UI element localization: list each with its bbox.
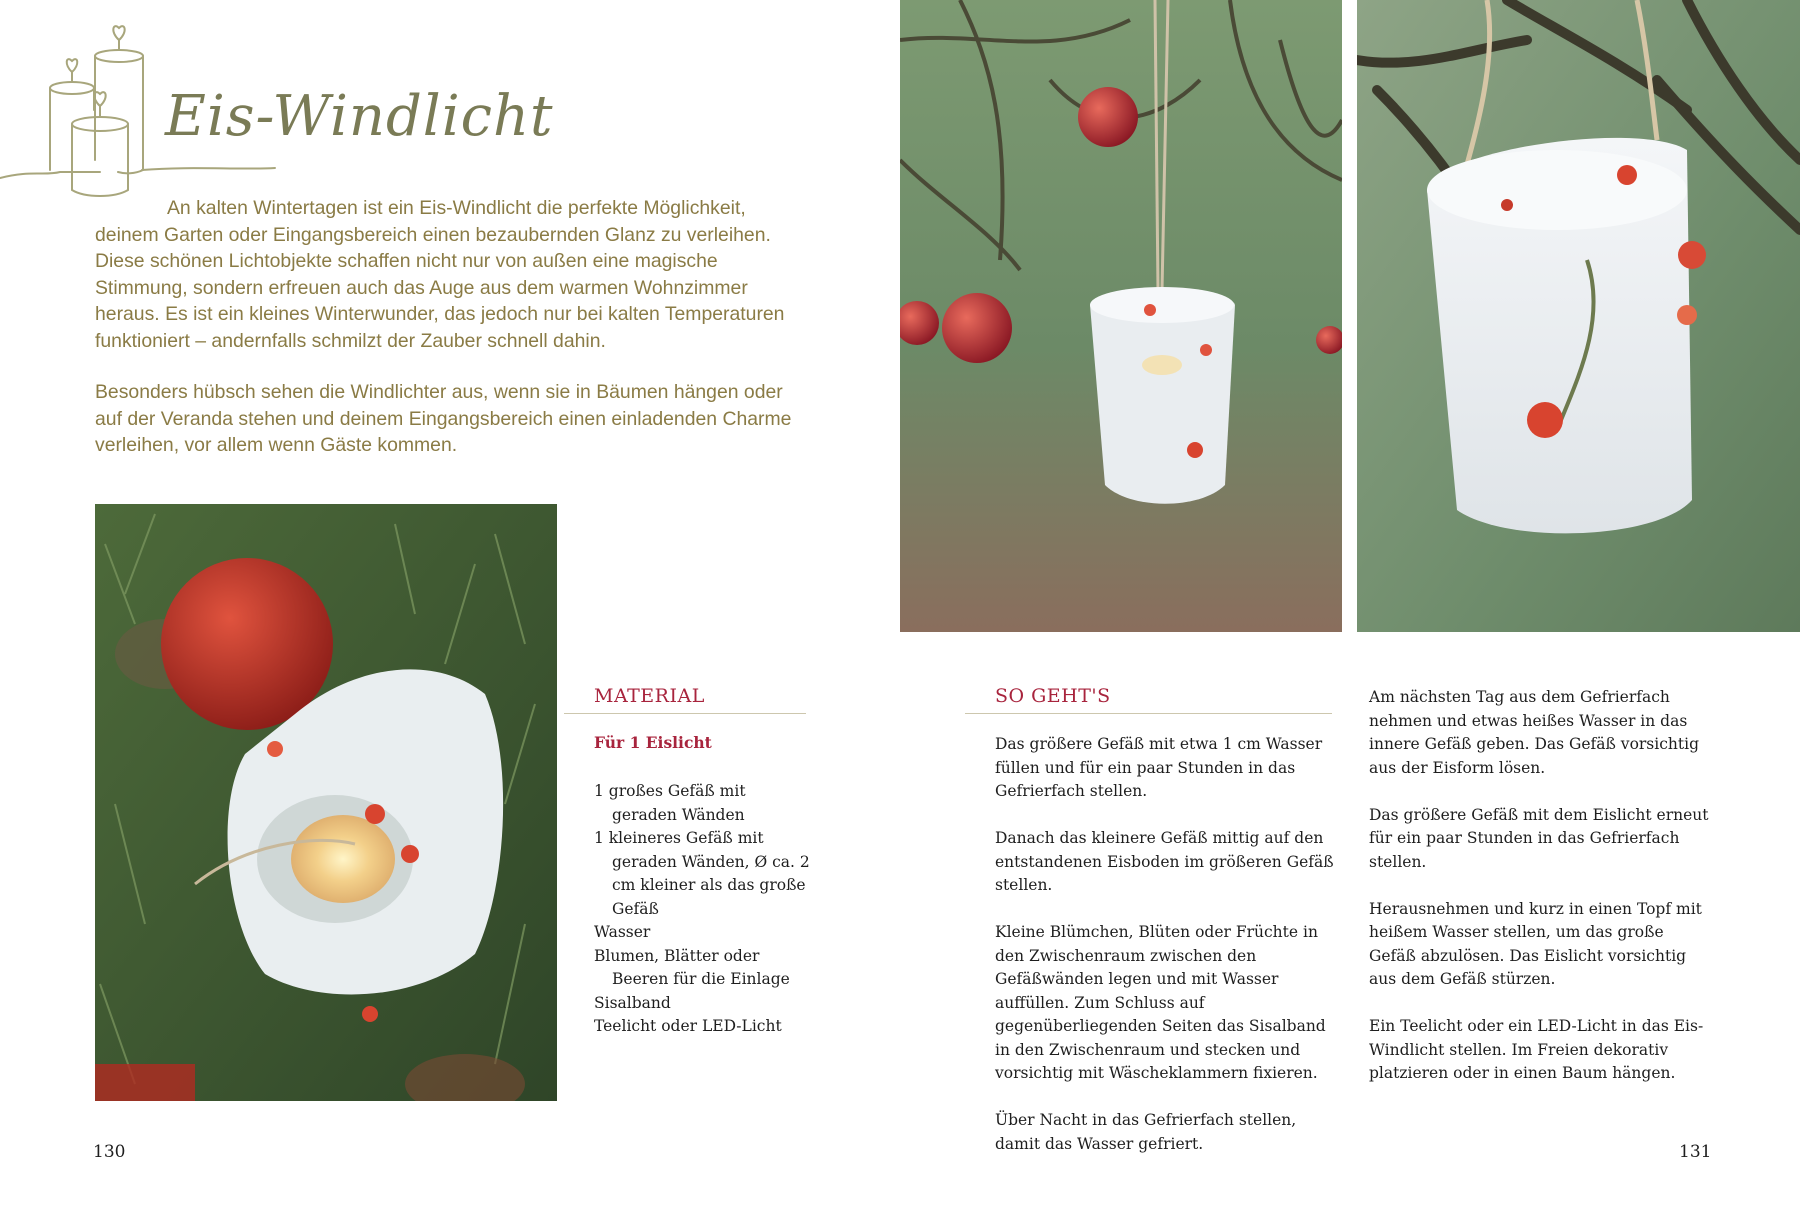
material-heading: MATERIAL [594,685,705,707]
step-paragraph: Danach das kleinere Gefäß mittig auf den entstandenen Eisboden im größeren Gefäß stellen. [995,829,1334,894]
material-item: Sisalband [594,993,671,1012]
step-paragraph: Über Nacht in das Gefrierfach stellen, damit das Wasser gefriert. [995,1111,1297,1153]
step-paragraph: Ein Teelicht oder ein LED-Licht in das Eis-Windlicht stellen. Im Freien dekorativ platzieren oder in einen Baum hängen. [1369,1017,1704,1082]
steps-divider [965,713,1332,714]
material-item: Teelicht oder LED-Licht [594,1017,782,1035]
step-paragraph: Das größere Gefäß mit dem Eislicht erneut für ein paar Stunden in das Gefrierfach stellen. [1369,805,1709,871]
step-paragraph: Das größere Gefäß mit etwa 1 cm Wasser füllen und für ein paar Stunden in das Gefrierfach stellen. [995,735,1323,800]
material-item: Blumen, Blätter oder Beeren für die Einlage [594,946,790,988]
step-paragraph: Herausnehmen und kurz in einen Topf mit heißem Wasser stellen, um das große Gefäß abzulösen. Das Eislicht vorsichtig aus dem Gefäß stürzen. [1369,899,1702,988]
step-paragraph: Am nächsten Tag aus dem Gefrierfach nehmen und etwas heißes Wasser in das innere Gefäß geben. Das Gefäß vorsichtig aus der Eisform lösen. [1369,688,1699,777]
material-item: Wasser [594,923,651,941]
intro-paragraph: An kalten Wintertagen ist ein Eis-Windlicht die perfekte Möglichkeit, deinem Garten oder Eingangsbereich einen bezaubernden Glanz zu verleihen. Diese schönen Lichtobjekte schaffen nicht nur von außen eine magische Stimmung, sondern erfreuen auch das Auge aus dem warmen Wohnzimmer heraus. Es ist ein kleines Winterwunder, das jedoch nur bei kalten Temperaturen funktioniert – andernfalls schmilzt der Zauber schnell dahin. [95,197,785,352]
page-title: Eis-Windlicht [165,84,554,149]
step-paragraph: Kleine Blümchen, Blüten oder Früchte in den Zwischenraum zwischen den Gefäßwänden legen und mit Wasser auffüllen. Zum Schluss auf gegenüberliegenden Seiten das Sisalband in den Zwischenraum und stecken und vorsichtig mit Wäscheklammern fixieren. [995,923,1326,1082]
page-number-right: 131 [1679,1142,1712,1162]
photo-ice-lantern-closeup [1357,0,1800,632]
steps-column-2 [1369,686,1714,1109]
material-item: 1 kleineres Gefäß mit geraden Wänden, Ø ca. 2 cm kleiner als das große Gefäß [594,829,810,918]
material-subheading: Für 1 Eislicht [594,733,712,752]
page-number-left: 130 [93,1142,126,1162]
intro-paragraph: Besonders hübsch sehen die Windlichter aus, wenn sie in Bäumen hängen oder auf der Veranda stehen und deinem Eingangsbereich einen einladenden Charme verleihen, vor allem wenn Gäste kommen. [95,381,792,456]
photo-ice-lantern-hanging [900,0,1342,632]
material-list [594,780,814,1039]
material-divider [564,713,806,714]
steps-column-1 [995,733,1340,1180]
photo-ice-lantern-apple [95,504,557,1101]
steps-heading: SO GEHT'S [995,685,1111,707]
material-item: 1 großes Gefäß mit geraden Wänden [594,782,746,824]
